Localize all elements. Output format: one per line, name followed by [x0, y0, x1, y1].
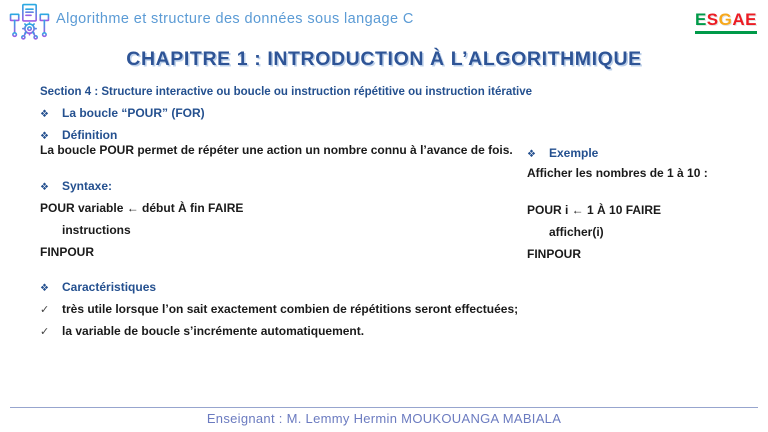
syntax-line-instructions: instructions [62, 223, 131, 237]
bullet-la-boucle-pour [40, 106, 205, 120]
example-intro-text: Afficher les nombres de 1 à 10 : [527, 166, 708, 180]
section-heading: Section 4 : Structure interactive ou boucle ou instruction répétitive ou instruction itérative [40, 86, 533, 98]
bullet-label: Caractéristiques [62, 280, 157, 294]
bullet-caracteristiques [40, 280, 156, 294]
bullet-label: Exemple [549, 146, 599, 160]
logo-letter: E [694, 10, 707, 29]
course-title: Algorithme et structure des données sous langage C [56, 11, 414, 27]
diamond-bullet-icon: ❖ [40, 283, 49, 294]
definition-text: La boucle POUR permet de répéter une action un nombre connu à l’avance de fois. [40, 143, 513, 157]
footer-divider [10, 407, 758, 408]
bullet-definition [40, 128, 117, 142]
syntax-line-pour: POUR variable ← début À fin FAIRE [40, 201, 244, 215]
diamond-bullet-icon: ❖ [40, 131, 49, 142]
logo-letter: A [732, 10, 746, 29]
diamond-bullet-icon: ❖ [40, 109, 49, 120]
algorithm-flowchart-icon [9, 3, 50, 44]
example-line-finpour: FINPOUR [527, 247, 581, 261]
syntax-line-finpour: FINPOUR [40, 245, 94, 259]
checkmark-icon: ✓ [40, 326, 50, 338]
diamond-bullet-icon: ❖ [527, 149, 536, 160]
logo-letter: G [718, 10, 733, 29]
footer-teacher-credit: Enseignant : M. Lemmy Hermin MOUKOUANGA MABIALA [206, 411, 562, 426]
example-line-pour: POUR i ← 1 À 10 FAIRE [527, 203, 662, 217]
bullet-label: Définition [62, 128, 118, 142]
logo-letter: E [745, 10, 757, 29]
check-item-text: très utile lorsque l’on sait exactement combien de répétitions seront effectuées; [62, 302, 519, 316]
example-line-afficher: afficher(i) [549, 225, 604, 239]
bullet-label: La boucle “POUR” (FOR) [62, 106, 205, 120]
check-item [40, 324, 364, 338]
logo-letter: S [706, 10, 719, 29]
check-item [40, 302, 518, 316]
chapter-title: CHAPITRE 1 : INTRODUCTION À L’ALGORITHMIQUE [126, 48, 642, 70]
bullet-label: Syntaxe: [62, 179, 113, 193]
check-item-text: la variable de boucle s’incrémente automatiquement. [62, 324, 365, 338]
checkmark-icon: ✓ [40, 304, 50, 316]
bullet-syntaxe [40, 179, 112, 193]
diamond-bullet-icon: ❖ [40, 182, 49, 193]
esgae-logo [695, 10, 757, 34]
bullet-exemple [527, 146, 598, 160]
